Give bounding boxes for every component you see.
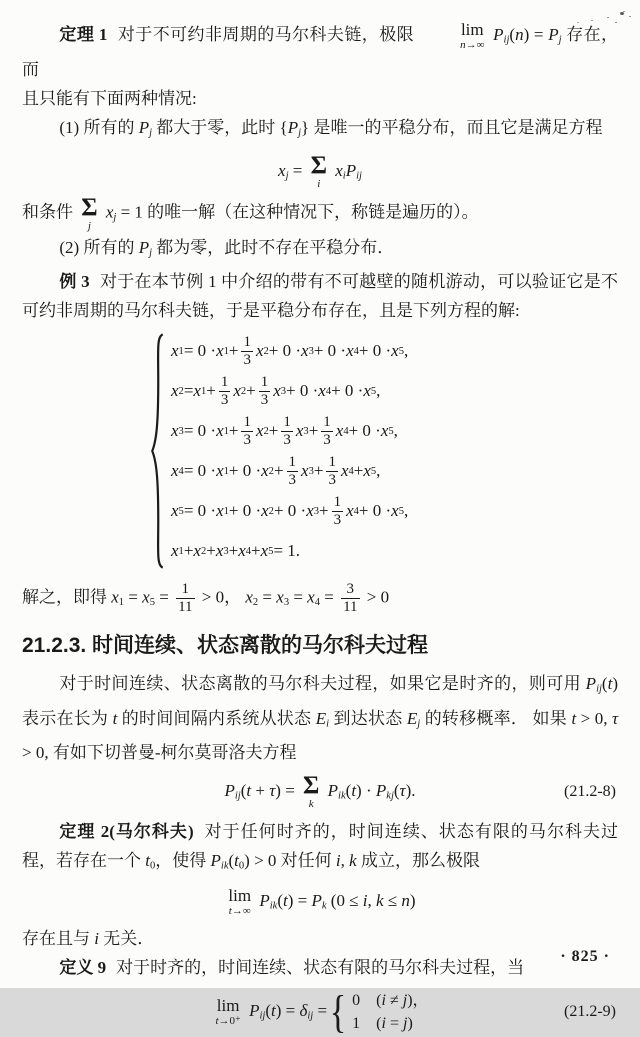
scan-noise-icon	[620, 12, 624, 15]
theorem1-body: 对于不可约非周期的马尔科夫链，极限 lim n→∞ $P_{ij}(n) = P_j$ 存在，而	[22, 20, 619, 79]
left-brace-icon	[150, 332, 165, 570]
case-line: 0 (i ≠ j)，	[352, 992, 429, 1010]
equation-system	[150, 331, 618, 571]
chapman-kolmogorov-body: $P_{ij}(t + \tau)$ = Σ k $P_{ik}(t) \cdot P_{kj}(\tau)$.	[224, 772, 416, 811]
equation-row: x 1 = 0 · x 1 + 1 3 x 2 + 0 · x 3 + 0 · x 4 + 0 · x 5 ,	[171, 333, 409, 368]
equation-21-2-9	[22, 986, 618, 1037]
equation-row: x 2 = x 1 + 1 3 x 2 + 1 3 x 3 + 0 · x 4 + 0 · x 5 ,	[171, 373, 381, 408]
solution-line: 解之，即得 $x_1 = x_5$ = $\frac{1}{11}$ > 0， $x_2 = x_3 = x_4$ = $\frac{3}{11}$ > 0	[22, 581, 390, 616]
section-paragraph: 对于时间连续、状态离散的马尔科夫过程，如果它是时齐的，则可用 $P_{ij}(t)$ 表示在长为 t 的时间间隔内系统从状态 $E_i$ 到达状态 $E_j$ 的转移概率． 如果 t > 0, τ > 0, 有如下切普曼-柯尔莫哥洛夫方程	[22, 674, 619, 763]
example3-body: 对于在本节例 1 中介绍的带有不可越壁的随机游动，可以验证它是不可约非周期的马尔科夫链，于是平稳分布存在，且是下列方程的解:	[22, 272, 619, 321]
stationary-equation	[22, 154, 618, 189]
stationary-equation-body: $x_j$ = Σ i $x_iP_{ij}$	[278, 152, 362, 190]
condition-paragraph: 和条件 Σ j $x_j = 1$ 的唯一解（在这种情况下，称链是遍历的）。	[22, 194, 479, 233]
theorem2-paragraph	[22, 817, 618, 881]
theorem2-label: 定理 2(马尔科夫)	[59, 821, 194, 841]
cases-brace-icon: {	[329, 986, 347, 1037]
example3-label: 例 3	[59, 272, 90, 292]
example3-paragraph	[22, 267, 618, 325]
case-line: 1 (i = j)	[352, 1015, 413, 1033]
case2-paragraph: (2) 所有的 $P_j$ 都为零，此时不存在平稳分布．	[59, 237, 395, 259]
definition9-label: 定义 9	[59, 958, 107, 978]
theorem2-body: 对于任何时齐的，时间连续、状态有限的马尔科夫过程，若存在一个 $t_0$，使得 $P_{ik}(t_0) > 0$ 对任何 i, k 成立，那么极限	[22, 821, 619, 872]
limit-equation	[22, 887, 618, 917]
theorem1-continuation: 且只能有下面两种情况:	[22, 88, 197, 108]
definition9-body: 对于时齐的，时间连续、状态有限的马尔科夫过程，当	[116, 958, 525, 978]
equation-tag-21-2-8: (21.2-8)	[564, 783, 616, 801]
equation-row: x 1 + x 2 + x 3 + x 4 + x 5 = 1.	[171, 541, 301, 561]
definition9-paragraph	[22, 953, 618, 982]
cases-column	[352, 989, 428, 1035]
limit-equation-body: lim t→∞ $P_{ik}(t) = P_k$ (0 ≤ i, k ≤ n)	[228, 886, 416, 918]
limit-existence-note: 存在且与 i 无关．	[22, 929, 155, 949]
theorem1-paragraph	[22, 20, 618, 84]
theorem1-label: 定理 1	[59, 25, 108, 44]
page-number: · 825 ·	[560, 948, 610, 965]
delta-definition-left: lim t→0⁺ $P_{ij}(t) = \delta_{ij}$ =	[215, 996, 328, 1028]
chapman-kolmogorov-equation	[22, 774, 618, 809]
equation-row: x 5 = 0 · x 1 + 0 · x 2 + 0 · x 3 + 1 3 x 4 + 0 · x 5 ,	[171, 493, 409, 528]
equation-rows	[171, 331, 408, 571]
case1-paragraph: (1) 所有的 $P_j$ 都大于零，此时 $\{P_j\}$ 是唯一的平稳分布，而且它是满足方程	[59, 117, 603, 139]
equation-tag-21-2-9: (21.2-9)	[564, 1003, 616, 1021]
section-heading: 21.2.3. 时间连续、状态离散的马尔科夫过程	[22, 634, 429, 658]
delta-definition	[211, 986, 429, 1037]
equation-row: x 4 = 0 · x 1 + 0 · x 2 + 1 3 x 3 + 1 3 x 4 + x 5 ,	[171, 453, 381, 488]
equation-row: x 3 = 0 · x 1 + 1 3 x 2 + 1 3 x 3 + 1 3 x 4 + 0 · x 5 ,	[171, 413, 398, 448]
